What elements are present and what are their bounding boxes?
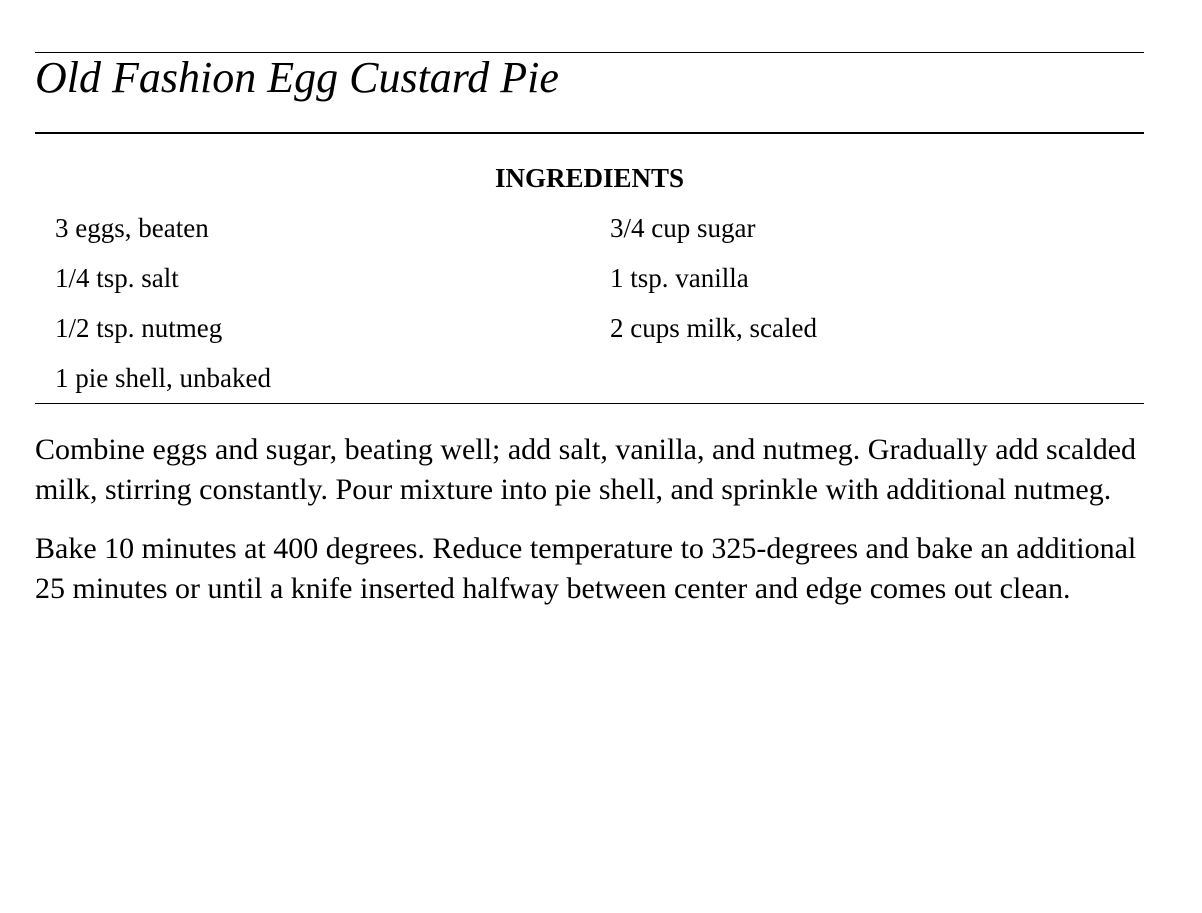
ingredient-item: 3 eggs, beaten xyxy=(55,213,209,243)
recipe-page xyxy=(35,52,1144,609)
ingredient-item: 1/4 tsp. salt xyxy=(55,263,179,293)
ingredients-heading: INGREDIENTS xyxy=(494,163,685,193)
recipe-title: Old Fashion Egg Custard Pie xyxy=(35,53,559,102)
directions-paragraph: Combine eggs and sugar, beating well; add salt, vanilla, and nutmeg. Gradually add scalded milk, stirring constantly. Pour mixture into pie shell, and sprinkle with additional nutmeg. xyxy=(35,433,1137,506)
directions-paragraph: Bake 10 minutes at 400 degrees. Reduce temperature to 325-degrees and bake an additional 25 minutes or until a knife inserted halfway between center and edge comes out clean. xyxy=(35,532,1137,605)
ingredient-item: 1 tsp. vanilla xyxy=(610,263,749,293)
ingredients-divider xyxy=(35,403,1144,404)
ingredients-section xyxy=(35,134,1144,403)
ingredient-item: 3/4 cup sugar xyxy=(610,213,756,243)
ingredient-item: 2 cups milk, scaled xyxy=(610,313,817,343)
ingredient-item: 1/2 tsp. nutmeg xyxy=(55,313,223,343)
ingredient-item: 1 pie shell, unbaked xyxy=(55,363,271,393)
